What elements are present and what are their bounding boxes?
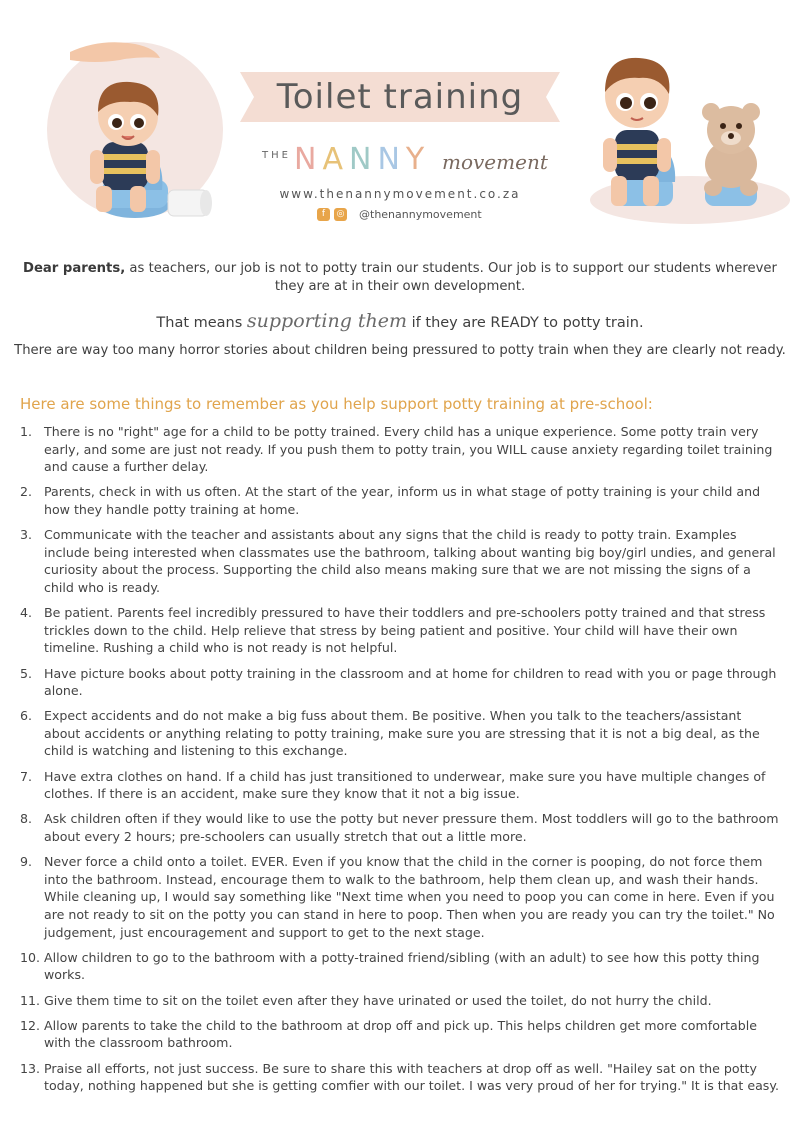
list-item [20,768,780,803]
list-item-text: Communicate with the teacher and assistants about any signs that the child is ready to potty train. Examples include being interested when classmates use the bathroom, talking about wanting big boy/girl undies, and general curiosity about the process. Supporting the child also means making sure that we are not missing the signs of a child who is ready. [44,527,776,595]
list-item-number: 4. [20,605,33,621]
list-item [20,1060,780,1095]
list-item-text: Parents, check in with us often. At the start of the year, inform us in what stage of potty training is your child and how they handle potty training at home. [44,484,761,517]
brand-letter: N [348,142,378,177]
list-item-number: 9. [20,854,33,870]
list-item-number: 11. [20,992,41,1008]
means-script: supporting them [246,310,408,332]
list-item [20,810,780,845]
list-item-number: 8. [20,811,33,827]
list-item-text: Have picture books about potty training in the classroom and at home for children to read with you or page through alone. [44,665,777,699]
list-item-text: Allow parents to take the child to the bathroom at drop off and pick up. This helps children get more comfortable with the classroom bathroom. [44,1017,757,1051]
tips-list [20,423,780,1102]
brand-logo [250,140,560,186]
page-title: Toilet training [276,77,524,117]
list-item-number: 7. [20,768,33,784]
list-item-text: Be patient. Parents feel incredibly pressured to have their toddlers and pre-schoolers potty trained and that stress trickles down to the child. Help relieve that stress by being patient and positive. Your child will have their own timeline. Rushing a child who is not ready is not helpful. [44,605,766,656]
list-item-number: 5. [20,665,33,681]
list-item-number: 13. [20,1060,41,1076]
list-item-number: 12. [20,1017,41,1033]
brand-letter: N [377,142,406,177]
list-item [20,1017,780,1052]
means-before: That means [156,315,247,331]
means-line [0,310,800,332]
header [0,0,800,240]
list-item-text: Ask children often if they would like to use the potty but never pressure them. Most toddlers will go to the bathroom about every 2 hours; pre-schoolers can usually stretch that out a little more. [44,811,779,845]
horror-line: There are way too many horror stories about children being pressured to potty train when they are clearly not ready. [14,343,786,358]
list-item-number: 1. [20,424,33,439]
list-item [20,949,780,984]
brand-movement: movement [442,150,548,174]
means-after: if they are READY to potty train. [407,315,644,331]
list-item-number: 3. [20,527,33,543]
child-with-teddy-illustration-right [585,30,790,230]
facebook-icon[interactable]: f [317,208,330,221]
list-item-text: Never force a child onto a toilet. EVER. Even if you know that the child in the corner is pooping, do not force them into the bathroom. Instead, encourage them to walk to the bathroom, help them clean up, and wash their hands. While cleaning up, I would say something like "Next time when you need to poop you can come in here. Even if you are not ready to sit on the potty you can stand in here to poop. Then when you are ready you can try the toilet." No judgement, just encouragement and support to get to the next stage. [44,854,775,940]
intro-lead-text: as teachers, our job is not to potty train our students. Our job is to support our students wherever they are at in their own development. [125,261,777,294]
intro-paragraph [10,260,790,296]
list-item [20,483,780,518]
intro-lead-bold: Dear parents, [23,261,126,276]
list-item-number: 6. [20,708,33,724]
brand-letter: Y [405,142,431,177]
brand-letter: N [294,142,323,177]
list-item [20,665,780,700]
list-item-number: 2. [20,484,33,500]
list-item [20,707,780,760]
brand-the: THE [262,150,291,161]
list-item [20,526,780,596]
social-handle[interactable]: @thenannymovement [359,207,482,221]
list-item [20,992,780,1010]
list-item-text: Allow children to go to the bathroom with a potty-trained friend/sibling (with an adult) to see how this potty thing works. [44,949,760,983]
list-item [20,423,780,476]
brand-nanny [294,142,430,177]
instagram-icon[interactable]: ◎ [334,208,347,221]
tips-heading: Here are some things to remember as you help support potty training at pre-school: [20,395,653,413]
brand-letter: A [322,142,349,177]
list-item-text: Praise all efforts, not just success. Be sure to share this with teachers at drop off as well. "Hailey sat on the potty today, nothing happened but she is getting comfier with our toilet. I was very proud of her for trying." It is that easy. [44,1060,780,1094]
list-item-text: Have extra clothes on hand. If a child has just transitioned to underwear, make sure you have multiple changes of clothes. If there is an accident, make sure they know that it not a big issue. [44,768,766,802]
title-banner [240,72,560,122]
list-item-number: 10. [20,949,41,965]
list-item [20,604,780,657]
list-item-text: Expect accidents and do not make a big fuss about them. Be positive. When you talk to the teachers/assistant about accidents or anything relating to potty training, make sure you are stressing that it is not a big deal, as the child is watching and listening to this exchange. [44,708,760,759]
website-url[interactable]: www.thenannymovement.co.za [279,187,521,201]
social-row [317,206,482,222]
list-item [20,853,780,941]
list-item-text: Give them time to sit on the toilet even after they have urinated or used the toilet, do not hurry the child. [44,992,712,1008]
list-item-text: There is no "right" age for a child to be potty trained. Every child has a unique experience. Some potty train very early, and some are just not ready. If you push them to potty train, you WILL cause anxiety regarding toilet training and cause a further delay. [44,424,773,475]
